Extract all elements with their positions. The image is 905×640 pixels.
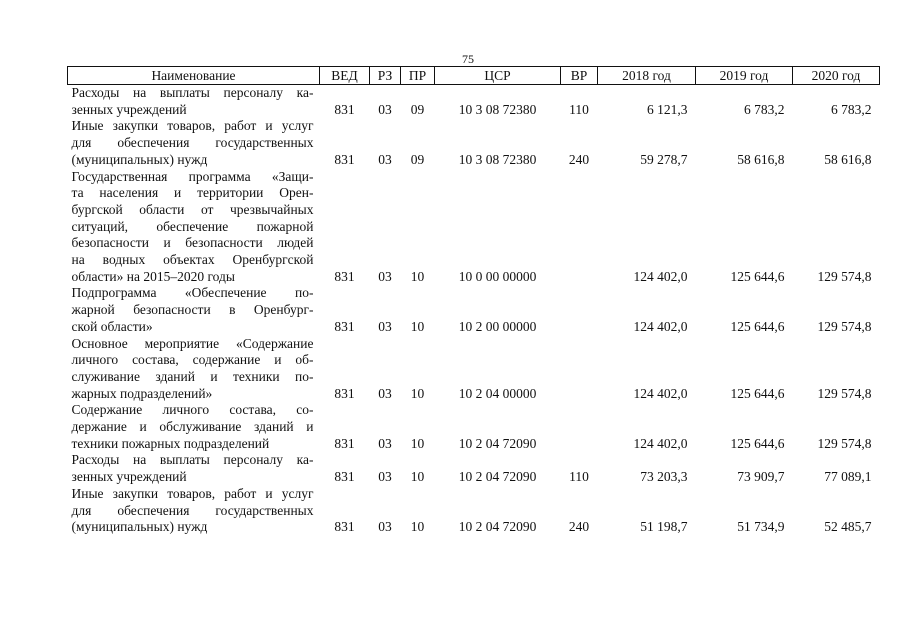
cell-rz: 03 bbox=[378, 385, 392, 401]
cell-ved: 831 bbox=[334, 318, 355, 334]
cell-rz: 03 bbox=[378, 469, 392, 485]
row-name-line: (муниципальных) нужд bbox=[71, 519, 208, 535]
cell-rz: 03 bbox=[378, 318, 392, 334]
row-name-line: ской области» bbox=[71, 318, 153, 334]
cell-csr: 10 2 00 00000 bbox=[458, 318, 537, 334]
cell-rz: 03 bbox=[378, 435, 392, 451]
cell-2020: 52 485,7 bbox=[824, 519, 872, 535]
table-row bbox=[68, 336, 880, 403]
row-name bbox=[68, 336, 320, 403]
cell-2019: 125 644,6 bbox=[730, 268, 785, 284]
cell-2018: 124 402,0 bbox=[633, 268, 688, 284]
cell-pr: 10 bbox=[410, 385, 425, 401]
table-row bbox=[68, 169, 880, 286]
cell-csr: 10 3 08 72380 bbox=[458, 151, 537, 167]
row-name bbox=[68, 85, 320, 119]
cell-csr: 10 2 04 72090 bbox=[458, 519, 537, 535]
row-name-line: Основное мероприятие «Содержание bbox=[71, 335, 314, 351]
cell-vr: 240 bbox=[568, 519, 590, 535]
row-name bbox=[68, 285, 320, 335]
row-name bbox=[68, 118, 320, 168]
row-name-line: зенных учреждений bbox=[71, 469, 187, 485]
row-name bbox=[68, 402, 320, 452]
cell-2020: 129 574,8 bbox=[817, 385, 872, 401]
row-name-line: техники пожарных подразделений bbox=[71, 435, 270, 451]
cell-2020: 129 574,8 bbox=[817, 268, 872, 284]
cell-ved: 831 bbox=[334, 101, 355, 117]
header-ved: ВЕД bbox=[320, 67, 370, 85]
cell-2019: 6 783,2 bbox=[744, 101, 785, 117]
budget-table bbox=[67, 66, 880, 536]
cell-2020: 129 574,8 bbox=[817, 318, 872, 334]
cell-ved: 831 bbox=[334, 268, 355, 284]
cell-pr: 10 bbox=[410, 268, 425, 284]
page-number: 75 bbox=[462, 52, 474, 66]
cell-2019: 125 644,6 bbox=[730, 385, 785, 401]
row-name-line: бургской области от чрезвычайных bbox=[71, 201, 314, 217]
cell-2019: 125 644,6 bbox=[730, 318, 785, 334]
row-name-line: Подпрограмма «Обеспечение по- bbox=[71, 285, 314, 301]
cell-vr bbox=[561, 285, 598, 335]
row-name-line: Иные закупки товаров, работ и услуг bbox=[71, 485, 314, 501]
cell-2019: 51 734,9 bbox=[737, 519, 785, 535]
cell-2018: 73 203,3 bbox=[640, 469, 688, 485]
header-2019: 2019 год bbox=[696, 67, 793, 85]
table-row bbox=[68, 486, 880, 536]
cell-2019: 58 616,8 bbox=[737, 151, 785, 167]
row-name-line: жарной безопасности в Оренбург- bbox=[71, 302, 314, 318]
cell-vr bbox=[561, 402, 598, 452]
row-name-line: зенных учреждений bbox=[71, 101, 187, 117]
row-name-line: Расходы на выплаты персоналу ка- bbox=[71, 85, 314, 100]
cell-csr: 10 3 08 72380 bbox=[458, 101, 537, 117]
cell-rz: 03 bbox=[378, 268, 392, 284]
cell-2019: 125 644,6 bbox=[730, 435, 785, 451]
cell-csr: 10 0 00 00000 bbox=[458, 268, 537, 284]
cell-2020: 129 574,8 bbox=[817, 435, 872, 451]
row-name-line: Иные закупки товаров, работ и услуг bbox=[71, 118, 314, 134]
row-name bbox=[68, 452, 320, 485]
cell-2019: 73 909,7 bbox=[737, 469, 785, 485]
cell-rz: 03 bbox=[378, 101, 392, 117]
cell-ved: 831 bbox=[334, 385, 355, 401]
table-header-row bbox=[68, 67, 880, 85]
row-name-line: служивание зданий и техники по- bbox=[71, 368, 314, 384]
row-name-line: на водных объектах Оренбургской bbox=[71, 252, 314, 268]
cell-2020: 58 616,8 bbox=[824, 151, 872, 167]
row-name-line: Государственная программа «Защи- bbox=[71, 168, 314, 184]
table-row bbox=[68, 85, 880, 119]
row-name-line: ситуаций, обеспечение пожарной bbox=[71, 218, 314, 234]
header-name: Наименование bbox=[68, 67, 320, 85]
row-name-line: личного состава, содержание и об- bbox=[71, 352, 314, 368]
table-row bbox=[68, 452, 880, 485]
cell-vr: 110 bbox=[569, 469, 589, 485]
row-name-line: держание и обслуживание зданий и bbox=[71, 419, 314, 435]
cell-2020: 77 089,1 bbox=[824, 469, 872, 485]
header-csr: ЦСР bbox=[435, 67, 561, 85]
header-vr: ВР bbox=[561, 67, 598, 85]
cell-2018: 124 402,0 bbox=[633, 385, 688, 401]
table-body bbox=[68, 85, 880, 536]
cell-csr: 10 2 04 00000 bbox=[458, 385, 537, 401]
cell-csr: 10 2 04 72090 bbox=[458, 469, 537, 485]
header-pr: ПР bbox=[401, 67, 435, 85]
row-name bbox=[68, 486, 320, 536]
cell-2018: 124 402,0 bbox=[633, 435, 688, 451]
cell-vr bbox=[561, 336, 598, 403]
row-name-line: для обеспечения государственных bbox=[71, 502, 314, 518]
cell-rz: 03 bbox=[378, 151, 392, 167]
cell-csr: 10 2 04 72090 bbox=[458, 435, 537, 451]
header-rz: РЗ bbox=[370, 67, 401, 85]
cell-pr: 10 bbox=[410, 318, 425, 334]
row-name-line: безопасности и безопасности людей bbox=[71, 235, 314, 251]
header-2020: 2020 год bbox=[793, 67, 880, 85]
header-2018: 2018 год bbox=[598, 67, 696, 85]
cell-pr: 10 bbox=[410, 469, 425, 485]
cell-ved: 831 bbox=[334, 151, 355, 167]
cell-2018: 59 278,7 bbox=[640, 151, 688, 167]
cell-vr: 240 bbox=[568, 151, 590, 167]
cell-2020: 6 783,2 bbox=[831, 101, 872, 117]
table-row bbox=[68, 285, 880, 335]
cell-ved: 831 bbox=[334, 469, 355, 485]
row-name-line: (муниципальных) нужд bbox=[71, 151, 208, 167]
table-row bbox=[68, 118, 880, 168]
row-name-line: та населения и территории Орен- bbox=[71, 185, 314, 201]
row-name-line: жарных подразделений» bbox=[71, 385, 213, 401]
cell-pr: 10 bbox=[410, 435, 425, 451]
row-name-line: для обеспечения государственных bbox=[71, 135, 314, 151]
row-name-line: области» на 2015–2020 годы bbox=[71, 268, 235, 284]
cell-vr bbox=[561, 169, 598, 286]
cell-2018: 6 121,3 bbox=[647, 101, 688, 117]
cell-pr: 09 bbox=[410, 151, 425, 167]
cell-pr: 09 bbox=[410, 101, 425, 117]
cell-pr: 10 bbox=[410, 519, 425, 535]
table-row bbox=[68, 402, 880, 452]
cell-rz: 03 bbox=[378, 519, 392, 535]
row-name-line: Содержание личного состава, со- bbox=[71, 402, 314, 418]
cell-vr: 110 bbox=[569, 101, 589, 117]
cell-ved: 831 bbox=[334, 435, 355, 451]
row-name-line: Расходы на выплаты персоналу ка- bbox=[71, 452, 314, 468]
cell-2018: 124 402,0 bbox=[633, 318, 688, 334]
cell-2018: 51 198,7 bbox=[640, 519, 688, 535]
row-name bbox=[68, 169, 320, 286]
cell-ved: 831 bbox=[334, 519, 355, 535]
